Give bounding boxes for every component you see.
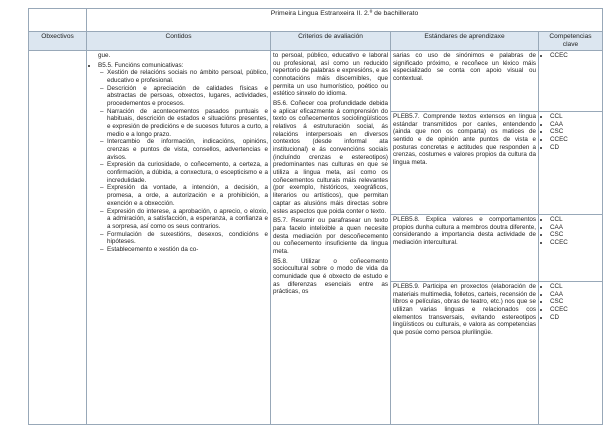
competences-cell bbox=[539, 112, 603, 215]
competence-item: • CSC bbox=[550, 231, 600, 239]
competence-item: • CCL bbox=[550, 216, 600, 224]
criteria-paragraph: to persoal, público, educativo e laboral ou profesional, así como un reducido repertorio de palabras e expresións, e as connotacións máis discernibles, que permita un uso humorístico, poético ou estético sinxelo do idioma. bbox=[273, 52, 388, 98]
table-row bbox=[29, 51, 603, 112]
standard-cell: PLEB5.9. Participa en proxectos (elaboración de materiais multimedia, folletos, carteis, recensión de libros e películas, obras de teatro, etc.) nos que se utilizan varias linguas e relacionados cos elementos transversais, evitando estereotipos lingüísticos ou culturais, e valora as competencias que posúe como persoa plurilingüe. bbox=[391, 282, 539, 425]
competence-item: • CCEC bbox=[550, 136, 600, 144]
competence-item: • CSC bbox=[550, 128, 600, 136]
header-standards: Estándares de aprendizaxe bbox=[391, 32, 539, 51]
criteria-paragraph: B5.6. Coñecer coa profundidade debida e aplicar eficazmente á comprensión do texto os coñecementos sociolingüísticos relativos á estruturación social, ás relacións interpersoais en diversos contextos (desde informal ata institucional) e ás convencións sociais (incluíndo crenzas e estereotipos) predominantes nas culturas en que se utiliza a lingua meta, así como os coñecementos culturais máis relevantes (por exemplo, históricos, xeográficos, literarios ou artísticos), que permitan captar as alusións máis directas sobre estes aspectos que poida conter o texto. bbox=[273, 100, 388, 215]
standard-cell: PLEB5.8. Explica valores e comportamentos propios dunha cultura a membros doutra diferente, considerando a importancia desta actividade de mediación intercultural. bbox=[391, 215, 539, 282]
list-item: – Expresión do interese, a aprobación, o aprecio, o eloxio, a admiración, a satisfacción, a esperanza, a confianza e a sorpresa, así como os seus contrarios. bbox=[107, 208, 268, 231]
list-item: – Narración de acontecementos pasados puntuais e habituais, descrición de estados e situacións presentes, e expresión de predicións e de sucesos futuros a curto, a medio e a longo prazo. bbox=[107, 108, 268, 139]
competences-list bbox=[541, 216, 600, 247]
list-item: – Establecemento e xestión da co- bbox=[107, 246, 268, 254]
list-item: – Descrición e apreciación de calidades físicas e abstractas de persoas, obxectos, lugares, actividades, procedementos e procesos. bbox=[107, 85, 268, 108]
competences-cell bbox=[539, 282, 603, 425]
header-criteria: Criterios de avaliación bbox=[271, 32, 391, 51]
table-title: Primeira Lingua Estranxeira II. 2.º de bachillerato bbox=[87, 9, 603, 32]
criteria-cell bbox=[271, 51, 391, 425]
competence-item: • CCEC bbox=[550, 239, 600, 247]
competence-item: • CAA bbox=[550, 224, 600, 232]
list-item: – Xestión de relacións sociais no ámbito persoal, público, educativo e profesional. bbox=[107, 69, 268, 84]
list-item: – Expresión da vontade, a intención, a decisión, a promesa, a orde, a autorización e a prohibición, a exención e a obxección. bbox=[107, 184, 268, 207]
standard-cell: sarias co uso de sinónimos e palabras de significado próximo, e recoñece un léxico máis especializado se conta con apoio visual ou contextual. bbox=[391, 51, 539, 112]
criteria-paragraph: B5.8. Utilizar o coñecemento sociocultural sobre o modo de vida da comunidade que é obxecto de estudo e as diferenzas esenciais entre as prácticas, os bbox=[273, 257, 388, 296]
curriculum-table bbox=[28, 8, 603, 425]
competences-list bbox=[541, 52, 600, 60]
competence-item: • CCL bbox=[550, 283, 600, 291]
table-title-row bbox=[29, 9, 603, 32]
competence-item: • CD bbox=[550, 314, 600, 322]
competences-cell bbox=[539, 215, 603, 282]
competence-item: • CCEC bbox=[550, 52, 600, 60]
list-item: – Intercambio de información, indicacións, opinións, crenzas e puntos de vista, consellos, advertencias e avisos. bbox=[107, 138, 268, 161]
header-objectives: Obxectivos bbox=[29, 32, 87, 51]
objectives-cell bbox=[29, 51, 87, 425]
competence-item: • CSC bbox=[550, 298, 600, 306]
competence-item: • CAA bbox=[550, 291, 600, 299]
standard-cell: PLEB5.7. Comprende textos extensos en lingua estándar transmitidos por canles, entendendo (ainda que non os compartа) os matices de sentido e de opinión ante puntos de vista e posturas concretas e actitudes que responden a crenzas, costumes e valores propios da cultura da lingua meta. bbox=[391, 112, 539, 215]
table-header-row bbox=[29, 32, 603, 51]
contents-section-title: B5.5. Funcións comunicativas: bbox=[98, 61, 184, 69]
contents-lead: gue. bbox=[98, 52, 111, 60]
competences-list bbox=[541, 283, 600, 321]
header-contents: Contidos bbox=[87, 32, 271, 51]
competences-cell bbox=[539, 51, 603, 112]
criteria-paragraph: B5.7. Resumir ou parafrasear un texto para facelo intelixible a quen necesite desta mediación por descoñecemento ou coñecemento insuficiente da lingua meta. bbox=[273, 217, 388, 255]
title-blank-cell bbox=[29, 9, 87, 32]
functions-list bbox=[98, 69, 268, 253]
contents-list bbox=[89, 62, 268, 254]
header-competences: Competencias clave bbox=[539, 32, 603, 51]
competence-item: • CCEC bbox=[550, 306, 600, 314]
competence-item: • CCL bbox=[550, 113, 600, 121]
competence-item: • CD bbox=[550, 144, 600, 152]
contents-cell bbox=[87, 51, 271, 425]
contents-section bbox=[98, 62, 268, 254]
list-item: – Formulación de suxestións, desexos, condicións e hipóteses. bbox=[107, 231, 268, 246]
list-item: – Expresión da curiosidade, o coñecemento, a certeza, a confirmación, a dúbida, a conxectura, o escepticismo e a incredulidade. bbox=[107, 161, 268, 184]
competence-item: • CAA bbox=[550, 121, 600, 129]
competences-list bbox=[541, 113, 600, 151]
